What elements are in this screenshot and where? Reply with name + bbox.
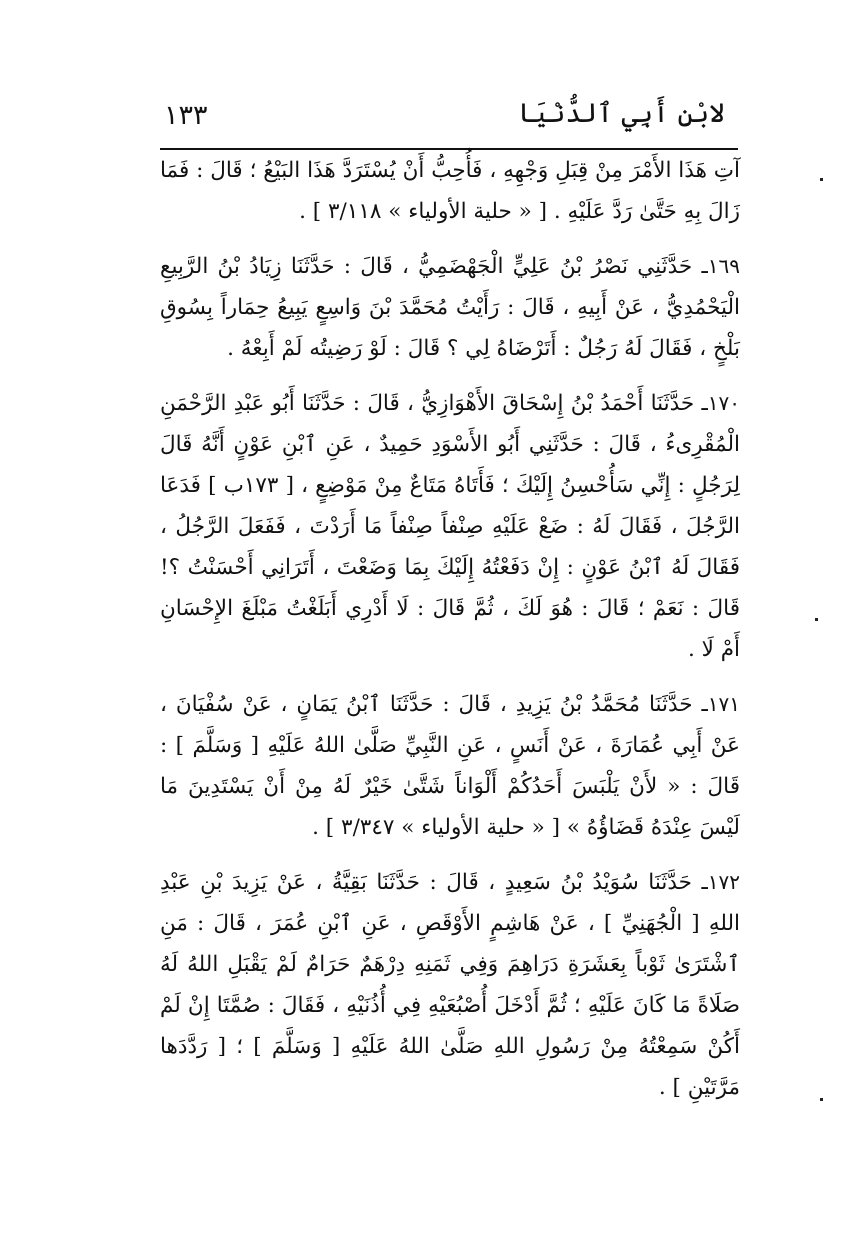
page-number: ١٣٣ <box>164 100 208 131</box>
paragraph-text: ـ حَدَّثَنَا مُحَمَّدُ بْنُ يَزِيدِ ، قَالَ : حَدَّثَنَا ٱبْنُ يَمَانٍ ، عَنْ سُفْيَانَ ، عَنْ أَبِي عُمَارَةَ ، عَنْ أَنَسٍ ، عَنِ النَّبِيِّ صَلَّىٰ اللهُ عَلَيْهِ [ وَسَلَّمَ ] : قَالَ : « لأَنْ يَلْبَسَ أَحَدُكُمْ أَلْوَاناً شَتَّىٰ خَيْرٌ لَهُ مِنْ أَنْ يَسْتَدِينَ مَا لَيْسَ عِنْدَهُ قَضَاؤُهُ » [ « حلية الأولياء » ٣/٣٤٧ ] . <box>160 692 740 840</box>
scan-speck <box>815 618 818 621</box>
paragraph-number: ١٧١ <box>707 692 740 716</box>
paragraph-text: ـ حَدَّثَنَا سُوَيْدُ بْنُ سَعِيدٍ ، قَالَ : حَدَّثَنَا بَقِيَّةُ ، عَنْ يَزِيدَ بْنِ عَبْدِ اللهِ [ الْجُهَنِيِّ ] ، عَنْ هَاشِمٍ الأَوْقَصِ ، عَنِ ٱبْنِ عُمَرَ ، قَالَ : مَنِ ٱشْتَرَىٰ ثَوْباً بِعَشَرَةِ دَرَاهِمَ وَفِي ثَمَنِهِ دِرْهَمٌ حَرَامٌ لَمْ يَقْبَلِ اللهُ لَهُ صَلَاةً مَا كَانَ عَلَيْهِ ؛ ثُمَّ أَدْخَلَ أُصْبُعَيْهِ فِي أُذُنَيْهِ ، فَقَالَ : صُمَّتَا إِنْ لَمْ أَكُنْ سَمِعْتُهُ مِنْ رَسُولِ اللهِ صَلَّىٰ اللهُ عَلَيْهِ [ وَسَلَّمَ ] ؛ [ رَدَّدَها مَرَّتَيْنِ ] . <box>160 870 740 1100</box>
paragraph-172 <box>160 862 740 1108</box>
running-header-title: لابْنِ أَبِي ٱلدُّنْيَا <box>517 98 725 129</box>
paragraph-170 <box>160 383 740 670</box>
scan-speck <box>820 178 823 181</box>
paragraph-number: ١٦٩ <box>707 254 740 278</box>
paragraph-continuation <box>160 150 740 232</box>
paragraph-number: ١٧٠ <box>707 391 740 415</box>
paragraph-text: ـ حَدَّثَنَا أَحْمَدُ بْنُ إِسْحَاقَ الأَهْوَازِيُّ ، قَالَ : حَدَّثَنَا أَبُو عَبْدِ الرَّحْمَنِ الْمُقْرِىءُ ، قَالَ : حَدَّثَنِي أَبُو الأَسْوَدِ حَمِيدٌ ، عَنِ ٱبْنِ عَوْنٍ أَنَّهُ قَالَ لِرَجُلٍ : إِنِّي سَأُحْسِنُ إِلَيْكَ ؛ فَأَتَاهُ مَتَاعٌ مِنْ مَوْضِعٍ ، [ ١٧٣ب ] فَدَعَا الرَّجُلَ ، فَقَالَ لَهُ : ضَعْ عَلَيْهِ صِنْفاً صِنْفاً مَا أَرَدْتَ ، فَفَعَلَ الرَّجُلُ ، فَقَالَ لَهُ ٱبْنُ عَوْنٍ : إِنْ دَفَعْتُهُ إِلَيْكَ بِمَا وَضَعْتَ ، أَتَرَانِي أَحْسَنْتُ ؟! قَالَ : نَعَمْ ؛ قَالَ : هُوَ لَكَ ، ثُمَّ قَالَ : لَا أَدْرِي أَبَلَغْتُ مَبْلَغَ الإِحْسَانِ أَمْ لَا . <box>160 391 740 662</box>
paragraph-169 <box>160 246 740 369</box>
main-text <box>160 150 740 1108</box>
paragraph-text: آتِ هَذَا الأَمْرَ مِنْ قِبَلِ وَجْهِهِ ، فَأُحِبُّ أَنْ يُسْتَرَدَّ هَذَا البَيْعُ ؛ قَالَ : فَمَا زَالَ بِهِ حَتَّىٰ رَدَّ عَلَيْهِ . [ « حلية الأولياء » ٣/١١٨ ] . <box>160 158 740 224</box>
paragraph-171 <box>160 684 740 848</box>
paragraph-text: ـ حَدَّثَنِي نَصْرُ بْنُ عَلِيٍّ الْجَهْضَمِيُّ ، قَالَ : حَدَّثَنَا زِيَادُ بْنُ الرَّبِيعِ الْيَحْمُدِيُّ ، عَنْ أَبِيهِ ، قَالَ : رَأَيْتُ مُحَمَّدَ بْنَ وَاسِعٍ يَبِيعُ حِمَاراً بِسُوقِ بَلْخٍ ، فَقَالَ لَهُ رَجُلٌ : أَتَرْضَاهُ لِي ؟ قَالَ : لَوْ رَضِيتُه لَمْ أَبِعْهُ . <box>160 254 740 361</box>
paragraph-number: ١٧٢ <box>707 870 740 894</box>
scan-speck <box>820 1098 823 1101</box>
